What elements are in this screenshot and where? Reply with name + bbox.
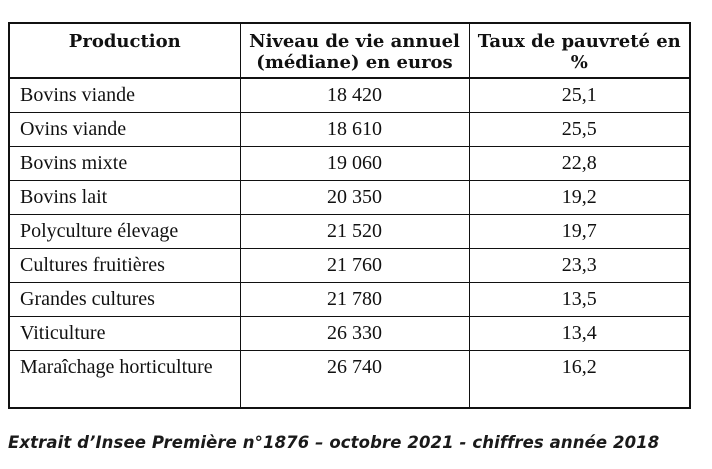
cell-niveau: 21 780 xyxy=(240,282,469,316)
cell-niveau: 18 610 xyxy=(240,112,469,146)
table-row xyxy=(9,146,690,180)
cell-production: Ovins viande xyxy=(9,112,240,146)
table-row xyxy=(9,180,690,214)
cell-niveau: 20 350 xyxy=(240,180,469,214)
production-table xyxy=(8,22,691,409)
table-row xyxy=(9,248,690,282)
cell-niveau: 19 060 xyxy=(240,146,469,180)
table-header-row xyxy=(9,23,690,78)
cell-production: Bovins lait xyxy=(9,180,240,214)
cell-niveau: 26 330 xyxy=(240,316,469,350)
cell-production: Maraîchage horticulture xyxy=(9,350,240,408)
source-caption: Extrait d’Insee Première n°1876 – octobre 2021 - chiffres année 2018 xyxy=(8,433,660,452)
cell-taux: 25,1 xyxy=(469,78,690,112)
cell-taux: 22,8 xyxy=(469,146,690,180)
table-row xyxy=(9,214,690,248)
cell-production: Grandes cultures xyxy=(9,282,240,316)
cell-taux: 13,5 xyxy=(469,282,690,316)
table-row xyxy=(9,350,690,408)
table-row xyxy=(9,78,690,112)
header-niveau-de-vie: Niveau de vie annuel (médiane) en euros xyxy=(240,23,469,78)
table-row xyxy=(9,316,690,350)
cell-production: Bovins viande xyxy=(9,78,240,112)
cell-taux: 25,5 xyxy=(469,112,690,146)
cell-production: Viticulture xyxy=(9,316,240,350)
cell-taux: 13,4 xyxy=(469,316,690,350)
cell-production: Bovins mixte xyxy=(9,146,240,180)
cell-niveau: 18 420 xyxy=(240,78,469,112)
header-taux-pauvrete: Taux de pauvreté en % xyxy=(469,23,690,78)
cell-taux: 16,2 xyxy=(469,350,690,408)
cell-niveau: 26 740 xyxy=(240,350,469,408)
cell-niveau: 21 760 xyxy=(240,248,469,282)
cell-niveau: 21 520 xyxy=(240,214,469,248)
cell-production: Cultures fruitières xyxy=(9,248,240,282)
header-production: Production xyxy=(9,23,240,78)
cell-taux: 19,7 xyxy=(469,214,690,248)
table-row xyxy=(9,282,690,316)
cell-production: Polyculture élevage xyxy=(9,214,240,248)
cell-taux: 23,3 xyxy=(469,248,690,282)
cell-taux: 19,2 xyxy=(469,180,690,214)
table-row xyxy=(9,112,690,146)
data-table-container xyxy=(8,22,689,409)
